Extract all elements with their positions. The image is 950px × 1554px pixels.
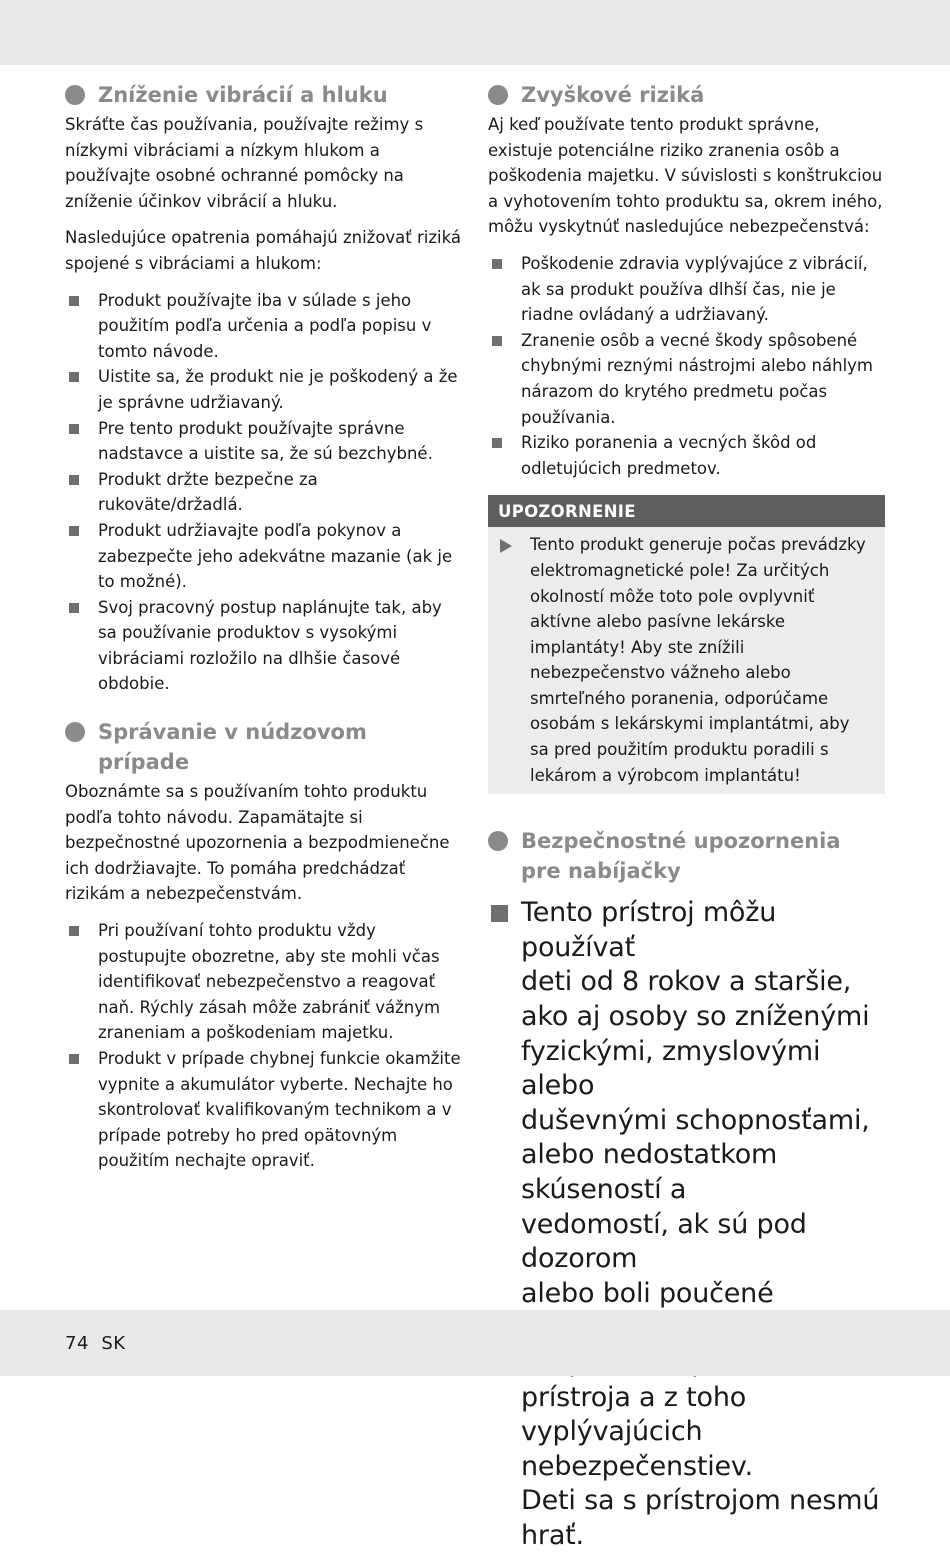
section-title: Zvyškové riziká bbox=[521, 83, 705, 107]
section-heading-vibration bbox=[65, 80, 465, 110]
list-item-text: Produkt držte bezpečne za rukoväte/držadlá. bbox=[98, 469, 318, 515]
square-bullet-icon bbox=[69, 372, 79, 382]
list-item-text: Svoj pracovný postup naplánujte tak, aby sa používanie produktov s vysokými vibráciami rozložilo na dlhšie časové obdobie. bbox=[98, 597, 442, 694]
notice-line: vedomostí, ak sú pod dozorom bbox=[521, 1208, 807, 1275]
footer-band bbox=[0, 1310, 950, 1376]
warning-header: UPOZORNENIE bbox=[488, 495, 885, 527]
section-heading-residual-risks bbox=[488, 80, 885, 110]
list-item bbox=[65, 416, 465, 467]
list-item-text: Pri používaní tohto produktu vždy postupujte obozretne, aby ste mohli včas identifikovať nebezpečenstvo a reagovať naň. Rýchly zásah môže zabrániť vážnym zraneniam a poškodeniam majetku. bbox=[98, 921, 441, 1043]
list-item-text: Poškodenie zdravia vyplývajúce z vibrácií, ak sa produkt používa dlhší čas, nie je riadne ovládaný a udržiavaný. bbox=[521, 253, 868, 325]
bullet-circle-icon bbox=[65, 85, 85, 105]
section-title: Bezpečnostné upozornenia pre nabíjačky bbox=[521, 829, 841, 884]
page-footer bbox=[65, 1333, 126, 1354]
paragraph: Aj keď používate tento produkt správne, existuje potenciálne riziko zranenia osôb a poškodenia majetku. V súvislosti s konštrukciou a vyhotovením tohto produktu sa, okrem iného, môžu vyskytnúť nasledujúce nebezpečenstvá: bbox=[488, 115, 883, 237]
square-bullet-icon bbox=[69, 526, 79, 536]
square-bullet-icon bbox=[69, 475, 79, 485]
language-code: SK bbox=[101, 1333, 126, 1354]
square-bullet-icon bbox=[69, 926, 79, 936]
bullet-circle-icon bbox=[488, 85, 508, 105]
notice-line: nebezpečenstiev. bbox=[521, 1450, 753, 1482]
list-item bbox=[65, 518, 465, 595]
notice-line: ako aj osoby so zníženými bbox=[521, 1001, 870, 1033]
square-bullet-icon bbox=[491, 905, 508, 922]
page-number: 74 bbox=[65, 1333, 89, 1354]
warning-body bbox=[488, 527, 885, 794]
list-item bbox=[65, 1046, 465, 1174]
paragraph: Skráťte čas používania, používajte režimy s nízkymi vibráciami a nízkym hlukom a používajte osobné ochranné pomôcky na zníženie účinkov vibrácií a hluku. bbox=[65, 115, 424, 211]
square-bullet-icon bbox=[492, 438, 502, 448]
notice-line: Deti sa s prístrojom nesmú hrať. bbox=[521, 1485, 880, 1551]
list-item bbox=[65, 467, 465, 518]
bullet-list bbox=[488, 251, 885, 481]
triangle-arrow-icon bbox=[500, 539, 512, 553]
square-bullet-icon bbox=[69, 424, 79, 434]
square-bullet-icon bbox=[69, 1054, 79, 1064]
section-title: Zníženie vibrácií a hluku bbox=[98, 83, 388, 107]
list-item-text: Produkt udržiavajte podľa pokynov a zabezpečte jeho adekvátne mazanie (ak je to možné). bbox=[98, 520, 453, 592]
section-heading-emergency bbox=[65, 717, 465, 777]
list-item bbox=[65, 288, 465, 365]
list-item-text: Produkt v prípade chybnej funkcie okamžite vypnite a akumulátor vyberte. Nechajte ho skontrolovať kvalifikovaným technikom a v prípade potreby ho pred opätovným použitím nechajte opraviť. bbox=[98, 1049, 461, 1171]
warning-text: Tento produkt generuje počas prevádzky elektromagnetické pole! Za určitých okolností môže toto pole ovplyvniť aktívne alebo pasívne lekárske implantáty! Aby ste znížili nebezpečenstvo vážneho alebo smrteľného poranenia, odporúčame osobám s lekárskymi implantátmi, aby sa pred použitím produktu poradili s lekárom a výrobcom implantátu! bbox=[530, 535, 866, 785]
list-item bbox=[488, 251, 885, 328]
section-heading-chargers bbox=[488, 826, 885, 886]
notice-line: alebo boli poučené bbox=[521, 1277, 774, 1309]
square-bullet-icon bbox=[69, 603, 79, 613]
list-item bbox=[488, 328, 885, 430]
square-bullet-icon bbox=[492, 259, 502, 269]
bullet-circle-icon bbox=[65, 722, 85, 742]
notice-line: fyzickými, zmyslovými alebo bbox=[521, 1035, 821, 1102]
bullet-list bbox=[65, 288, 465, 698]
notice-line: prístroja a z toho vyplývajúcich bbox=[521, 1381, 747, 1448]
bullet-circle-icon bbox=[488, 831, 508, 851]
list-item-text: Riziko poranenia a vecných škôd od odletujúcich predmetov. bbox=[521, 433, 817, 478]
square-bullet-icon bbox=[492, 336, 502, 346]
list-item bbox=[488, 430, 885, 481]
notice-line: alebo nedostatkom skúseností a bbox=[521, 1139, 778, 1205]
square-bullet-icon bbox=[69, 296, 79, 306]
bullet-list bbox=[65, 918, 465, 1174]
list-item bbox=[65, 918, 465, 1046]
notice-line: duševnými schopnosťami, bbox=[521, 1104, 870, 1136]
header-band bbox=[0, 0, 950, 65]
list-item bbox=[65, 364, 465, 415]
notice-line: deti od 8 rokov a staršie, bbox=[521, 966, 852, 998]
list-item-text: Pre tento produkt používajte správne nadstavce a uistite sa, že sú bezchybné. bbox=[98, 418, 433, 464]
left-column bbox=[65, 80, 465, 1174]
large-print-notice bbox=[488, 896, 885, 1553]
list-item-text: Uistite sa, že produkt nie je poškodený a že je správne udržiavaný. bbox=[98, 367, 458, 412]
paragraph: Oboznámte sa s používaním tohto produktu podľa tohto návodu. Zapamätajte si bezpečnostné upozornenia a bezpodmienečne ich dodržiavajte. To pomáha predchádzať rizikám a nebezpečenstvám. bbox=[65, 782, 450, 904]
list-item-text: Zranenie osôb a vecné škody spôsobené chybnými reznými nástrojmi alebo náhlym nárazom do krytého predmetu počas používania. bbox=[521, 330, 873, 427]
warning-box bbox=[488, 495, 885, 794]
notice-line: Tento prístroj môžu používať bbox=[521, 897, 777, 963]
list-item bbox=[65, 595, 465, 697]
paragraph: Nasledujúce opatrenia pomáhajú znižovať riziká spojené s vibráciami a hlukom: bbox=[65, 228, 461, 273]
section-title: Správanie v núdzovom prípade bbox=[98, 720, 367, 775]
list-item-text: Produkt používajte iba v súlade s jeho použitím podľa určenia a podľa popisu v tomto návode. bbox=[98, 290, 432, 361]
